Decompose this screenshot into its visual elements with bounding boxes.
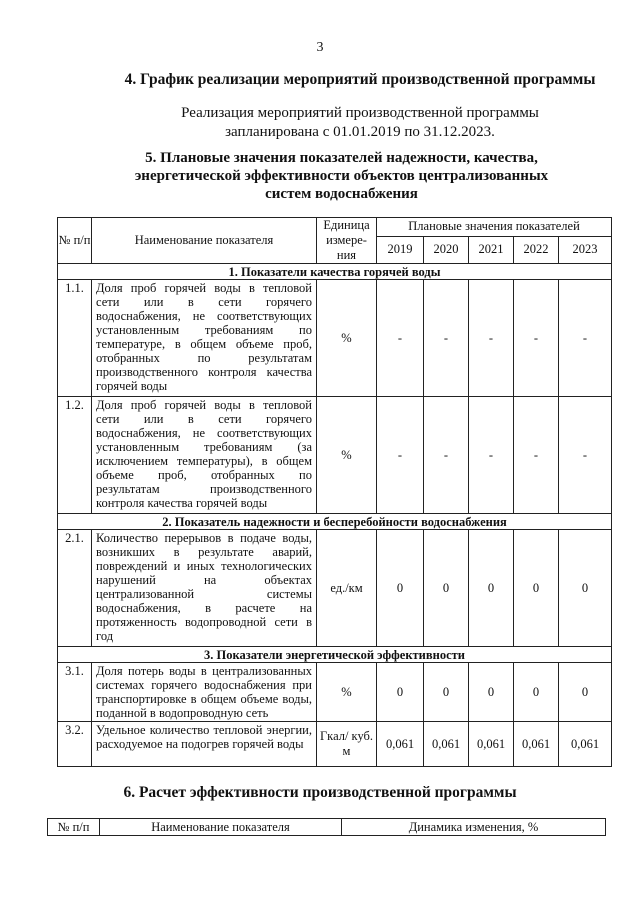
row-name: Доля потерь воды в централизованных системах горячего водоснабжения при транспортировке в общем объеме воды, поданной в водопроводную сеть <box>92 663 317 722</box>
row-unit: % <box>317 397 377 514</box>
section-4-text <box>0 104 640 142</box>
header-planned: Плановые значения показателей <box>377 218 612 237</box>
row-name: Доля проб горячей воды в тепловой сети или в сети горячего водоснабжения, не соответствующих установленным требованиям (за исключением температуры), в общем объеме проб, отобранных по результатам производственного контроля качества горячей воды <box>92 397 317 514</box>
header-year: 2023 <box>559 236 612 263</box>
table-row <box>58 530 612 647</box>
row-value: 0 <box>424 663 469 722</box>
page-number: 3 <box>316 40 324 55</box>
row-value: 0,061 <box>377 722 424 767</box>
section-4-title: 4. График реализации мероприятий производственной программы <box>124 71 596 88</box>
header-year: 2021 <box>469 236 514 263</box>
table-row <box>58 663 612 722</box>
row-number: 1.2. <box>58 397 92 514</box>
section-5-title-line-2: энергетической эффективности объектов централизованных <box>134 168 549 184</box>
row-value: 0 <box>377 663 424 722</box>
efficiency-header-dynamics: Динамика изменения, % <box>342 819 606 836</box>
row-value: - <box>424 280 469 397</box>
efficiency-table <box>47 818 606 836</box>
row-value: - <box>559 280 612 397</box>
row-value: - <box>559 397 612 514</box>
row-unit: ед./км <box>317 530 377 647</box>
section-heading: 2. Показатель надежности и бесперебойности водоснабжения <box>58 514 612 530</box>
row-value: 0 <box>469 663 514 722</box>
row-number: 3.2. <box>58 722 92 767</box>
row-value: 0 <box>469 530 514 647</box>
table-row <box>58 722 612 767</box>
row-value: 0,061 <box>469 722 514 767</box>
row-unit: % <box>317 663 377 722</box>
row-value: 0 <box>559 530 612 647</box>
header-year: 2022 <box>514 236 559 263</box>
row-value: - <box>514 280 559 397</box>
row-number: 3.1. <box>58 663 92 722</box>
header-year: 2020 <box>424 236 469 263</box>
row-value: - <box>469 280 514 397</box>
row-unit: Гкал/ куб. м <box>317 722 377 767</box>
section-6-title: 6. Расчет эффективности производственной программы <box>123 784 517 801</box>
row-unit: % <box>317 280 377 397</box>
row-value: 0 <box>424 530 469 647</box>
row-value: 0 <box>514 663 559 722</box>
row-name: Доля проб горячей воды в тепловой сети или в сети горячего водоснабжения, не соответствующих установленным требованиям по температуре, в общем объеме проб, отобранных по результатам производственного контроля качества горячей воды <box>92 280 317 397</box>
section-heading: 3. Показатели энергетической эффективности <box>58 647 612 663</box>
row-value: 0,061 <box>559 722 612 767</box>
header-num: № п/п <box>58 218 92 264</box>
row-value: 0,061 <box>424 722 469 767</box>
section-heading: 1. Показатели качества горячей воды <box>58 264 612 280</box>
row-value: 0 <box>377 530 424 647</box>
section-5-title-line-1: 5. Плановые значения показателей надежности, качества, <box>145 150 538 166</box>
row-name: Количество перерывов в подаче воды, возникших в результате аварий, повреждений и иных технологических нарушений на объектах централизованной системы водоснабжения, в расчете на протяженность водопроводной сети в год <box>92 530 317 647</box>
row-value: - <box>424 397 469 514</box>
row-value: - <box>514 397 559 514</box>
section-5-title <box>0 149 640 203</box>
indicators-table <box>57 217 612 767</box>
row-number: 1.1. <box>58 280 92 397</box>
row-value: - <box>377 280 424 397</box>
header-unit: Единица измере-ния <box>317 218 377 264</box>
header-name: Наименование показателя <box>92 218 317 264</box>
header-year: 2019 <box>377 236 424 263</box>
row-value: - <box>377 397 424 514</box>
efficiency-header-num: № п/п <box>48 819 100 836</box>
section-4-line-1: Реализация мероприятий производственной программы <box>181 105 539 121</box>
row-value: 0 <box>559 663 612 722</box>
table-row <box>58 397 612 514</box>
row-value: 0,061 <box>514 722 559 767</box>
row-value: - <box>469 397 514 514</box>
table-row <box>58 280 612 397</box>
row-name: Удельное количество тепловой энергии, расходуемое на подогрев горячей воды <box>92 722 317 767</box>
row-value: 0 <box>514 530 559 647</box>
efficiency-header-name: Наименование показателя <box>100 819 342 836</box>
row-number: 2.1. <box>58 530 92 647</box>
section-4-line-2: запланирована с 01.01.2019 по 31.12.2023. <box>225 124 495 140</box>
section-5-title-line-3: систем водоснабжения <box>265 186 418 202</box>
